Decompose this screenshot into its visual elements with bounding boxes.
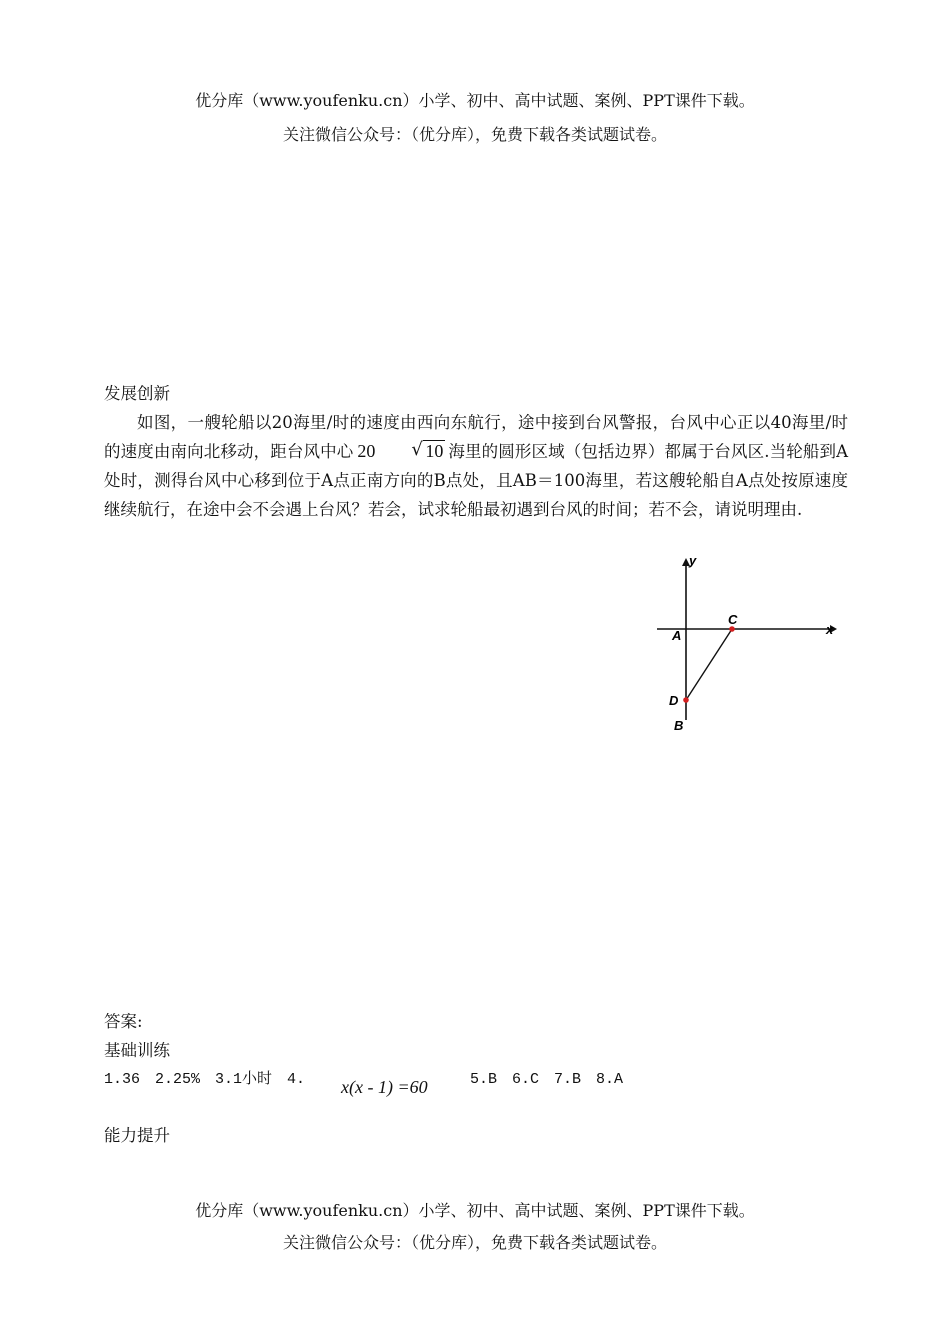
square-root — [378, 437, 445, 466]
point-c — [729, 626, 735, 632]
segment-dc — [686, 629, 732, 700]
answer-equation: x(x - 1) =60 — [341, 1077, 428, 1097]
label-a: A — [672, 628, 682, 643]
problem-part-1: 如图，一艘轮船以20海里/时的速度由西向东航行，途中接到台风警报，台风中心正以40海里/时的速度由南向北移动，距台风中心 — [104, 413, 848, 461]
basic-training-title: 基础训练 — [104, 1041, 170, 1060]
label-y: y — [689, 553, 697, 568]
problem-text — [104, 408, 848, 524]
label-d: D — [669, 693, 679, 708]
answer-items-1-4: 1.36 2.25% 3.1小时 4. — [104, 1071, 306, 1088]
problem-part-2: 海里的圆形区域（包括边界）都属于台风区.当轮船到A处时，测得台风中心移到位于A点正南方向的B点处，且AB＝100海里，若这艘轮船自A点处按原速度继续航行，在途中会不会遇上台风？若会，试求轮船最初遇到台风的时间；若不会，请说明理由. — [104, 442, 848, 519]
label-x: x — [826, 622, 834, 637]
label-c: C — [728, 612, 738, 627]
footer-line-1: 优分库（www.youfenku.cn）小学、初中、高中试题、案例、PPT课件下载。 — [195, 1201, 755, 1220]
radicand: 10 — [425, 441, 444, 461]
answer-items-5-8: 5.B 6.C 7.B 8.A — [470, 1071, 624, 1088]
label-b: B — [674, 718, 684, 733]
radical-sign-icon: √ — [411, 439, 423, 460]
section-title: 发展创新 — [104, 384, 170, 403]
coordinate-figure — [645, 548, 845, 738]
radius-coefficient: 20 — [357, 441, 376, 461]
point-d — [683, 697, 689, 703]
header-line-1: 优分库（www.youfenku.cn）小学、初中、高中试题、案例、PPT课件下载。 — [195, 91, 755, 110]
header-line-2: 关注微信公众号：（优分库），免费下载各类试题试卷。 — [282, 125, 667, 144]
footer-line-2: 关注微信公众号：（优分库），免费下载各类试题试卷。 — [282, 1233, 667, 1252]
radius-expression — [353, 439, 448, 461]
answers-title: 答案: — [104, 1012, 143, 1031]
ability-title: 能力提升 — [104, 1126, 170, 1145]
